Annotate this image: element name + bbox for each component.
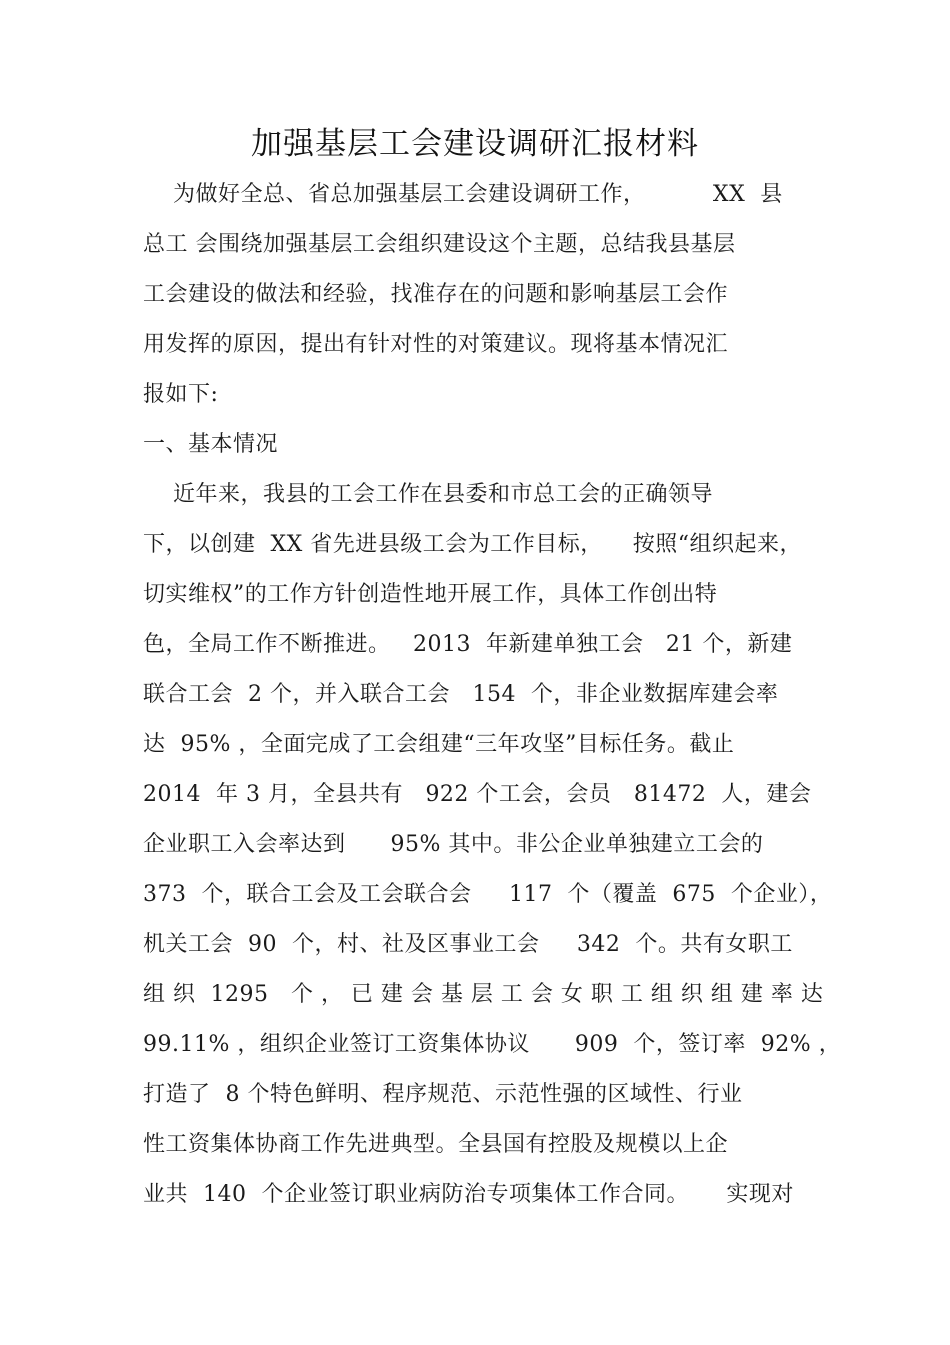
document-title: 加强基层工会建设调研汇报材料 <box>251 126 699 162</box>
paragraph-line: 打造了 8 个特色鲜明、程序规范、示范性强的区域性、行业 <box>143 1082 743 1107</box>
paragraph-line: 切实维权”的工作方针创造性地开展工作，具体工作创出特 <box>143 582 718 607</box>
paragraph-line: 总工 会围绕加强基层工会组织建设这个主题，总结我县基层 <box>143 232 736 257</box>
paragraph-line: 机关工会 90 个，村、社及区事业工会 342 个。共有女职工 <box>143 932 793 957</box>
paragraph-line: 99.11% ，组织企业签订工资集体协议 909 个，签订率 92% ， <box>143 1032 842 1057</box>
paragraph-line: 373 个，联合工会及工会联合会 117 个（覆盖 675 个企业）， <box>143 882 833 907</box>
paragraph-line: 组 织 1295 个 ， 已 建 会 基 层 工 会 女 职 工 组 织 组 建 率 达 <box>143 982 824 1007</box>
paragraph-line: 性工资集体协商工作先进典型。全县国有控股及规模以上企 <box>143 1132 729 1157</box>
section-heading: 一、基本情况 <box>143 432 279 457</box>
paragraph-line: 色，全局工作不断推进。 2013 年新建单独工会 21 个，新建 <box>143 632 793 657</box>
paragraph-line: 报如下: <box>143 382 219 407</box>
paragraph-line: 用发挥的原因，提出有针对性的对策建议。现将基本情况汇 <box>143 332 729 357</box>
paragraph-line: 业共 140 个企业签订职业病防治专项集体工作合同。 实现对 <box>143 1182 794 1207</box>
paragraph-line: 企业职工入会率达到 95% 其中。非公企业单独建立工会的 <box>143 832 764 857</box>
paragraph-line: 近年来，我县的工会工作在县委和市总工会的正确领导 <box>143 482 713 507</box>
paragraph-line: 2014 年 3 月，全县共有 922 个工会，会员 81472 人，建会 <box>143 782 812 807</box>
paragraph-line: 为做好全总、省总加强基层工会建设调研工作， XX 县 <box>143 182 783 207</box>
paragraph-line: 下，以创建 XX 省先进县级工会为工作目标， 按照“组织起来， <box>143 532 803 557</box>
paragraph-line: 工会建设的做法和经验，找准存在的问题和影响基层工会作 <box>143 282 729 307</box>
paragraph-line: 联合工会 2 个，并入联合工会 154 个，非企业数据库建会率 <box>143 682 779 707</box>
paragraph-line: 达 95% ，全面完成了工会组建“三年攻坚”目标任务。截止 <box>143 732 735 757</box>
